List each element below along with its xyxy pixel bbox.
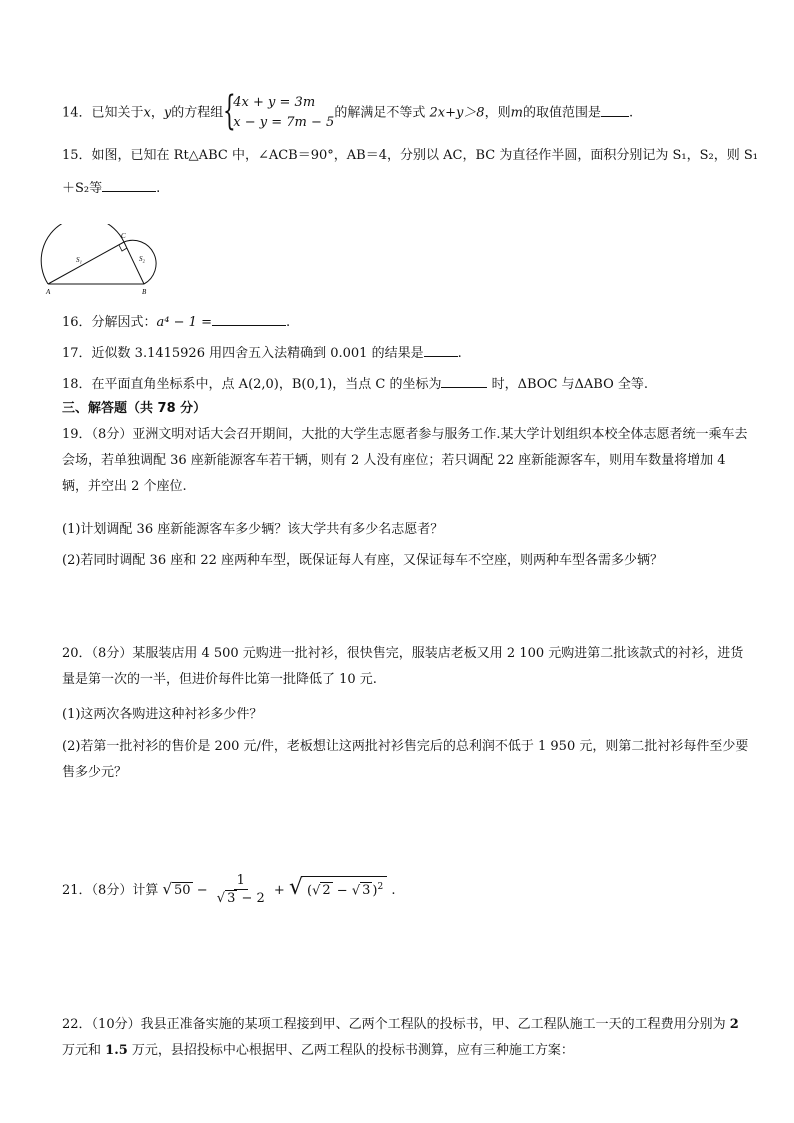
q21-plus: + xyxy=(273,883,285,898)
q21-end: . xyxy=(391,883,396,898)
q14-mid3: ，则 xyxy=(484,105,511,121)
q17-answer-blank[interactable] xyxy=(424,342,458,357)
q20-sub2-text: (2)若第一批衬衫的售价是 200 元/件，老板想让这两批衬衫售完后的总利润不低于 1 950 元，则第二批衬衫每件至少要售多少元？ xyxy=(62,739,749,780)
q18-prefix: 18．在平面直角坐标系中，点 A(2,0)，B(0,1)，当点 C 的坐标为 xyxy=(62,377,442,392)
q19-text: 19．（8分）亚洲文明对话大会召开期间，大批的大学生志愿者参与服务工作.某大学计划组织本校全体志愿者统一乘车去会场，若单独调配 36 座新能源客车若干辆，则有 2 人没有座位；若只调配 22 座新能源客车，则用车数量将增加 4 辆，并空出 2 个座位. xyxy=(62,427,748,494)
q15-line1: 15．如图，已知在 Rt△ABC 中，∠ACB＝90°，AB＝4，分别以 AC，BC 为直径作半圆，面积分别记为 S₁，S₂，则 S₁ xyxy=(62,148,758,163)
q16-expression: a⁴ − 1 = xyxy=(156,315,212,330)
q22-num1: 2 xyxy=(729,1017,739,1032)
q21-exponent: 2 xyxy=(377,881,384,892)
label-c: C xyxy=(121,232,126,240)
q14-answer-blank[interactable] xyxy=(601,102,629,117)
q20-text: 20．（8分）某服装店用 4 500 元购进一批衬衫，很快售完，服装店老板又用 2 100 元购进第二批该款式的衬衫，进货量是第一次的一半，但进价每件比第一批降低了 10 元. xyxy=(62,646,744,687)
q21-den-radicand: 3 xyxy=(227,891,236,906)
question-14 xyxy=(62,88,754,134)
q21-inner-a: 2 xyxy=(322,883,331,898)
q14-suffix: 的取值范围是 xyxy=(522,105,601,121)
q21-den-rest: − 2 xyxy=(241,891,265,906)
semicircle-ac xyxy=(41,224,124,284)
question-18 xyxy=(62,373,754,394)
q14-equation-system xyxy=(223,88,335,134)
q14-var-x: x xyxy=(143,105,151,121)
q18-answer-blank[interactable] xyxy=(441,373,487,388)
q21-fraction xyxy=(214,873,268,908)
q14-inequality: 2x+y＞8 xyxy=(429,105,485,121)
q22-text-a: 22．（10分）我县正准备实施的某项工程接到甲、乙两个工程队的投标书，甲、乙工程队施工一天的工程费用分别为 xyxy=(62,1017,726,1032)
q21-prefix: 21．（8分）计算 xyxy=(62,883,159,898)
question-22 xyxy=(62,1012,754,1064)
q14-mid2: 的解满足不等式 xyxy=(334,105,426,121)
side-ac xyxy=(48,242,124,284)
q17-text: 17．近似数 3.1415926 用四舍五入法精确到 0.001 的结果是 xyxy=(62,346,424,361)
question-19 xyxy=(62,422,754,500)
section-title-text: 三、解答题（共 78 分） xyxy=(62,401,207,416)
question-15-line2 xyxy=(62,177,754,198)
q22-num2: 1.5 xyxy=(105,1043,128,1058)
q14-eq2: x − y = 7m − 5 xyxy=(233,115,335,130)
question-17 xyxy=(62,342,754,363)
q22-text-b: 万元和 xyxy=(62,1043,102,1058)
question-15 xyxy=(62,146,758,165)
label-s2: S₂ xyxy=(139,255,145,263)
q15-end: . xyxy=(156,181,161,196)
q15-figure xyxy=(40,224,170,296)
q21-minus: − xyxy=(196,883,208,898)
q17-end: . xyxy=(457,346,462,361)
q14-prefix: 14．已知关于 xyxy=(62,105,144,121)
q18-suffix: 时，ΔBOC 与ΔABO 全等. xyxy=(491,377,649,392)
q16-end: . xyxy=(285,315,291,330)
q21-outer-radical: (√ 2 − √ 3 )$^2$ xyxy=(303,876,387,901)
q14-var-m: m xyxy=(510,105,523,121)
question-20-sub2 xyxy=(62,734,754,786)
q14-eq1: 4x + y = 3m xyxy=(233,95,316,110)
label-b: B xyxy=(142,288,147,296)
q19-sub2-text: (2)若同时调配 36 座和 22 座两种车型，既保证每人有座，又保证每车不空座，则两种车型各需多少辆？ xyxy=(62,553,664,568)
question-16 xyxy=(62,311,754,332)
q15-line2-prefix: ＋S₂等 xyxy=(62,181,103,196)
question-20 xyxy=(62,641,754,693)
q21-frac-num: 1 xyxy=(234,873,248,890)
q20-sub1-text: (1)这两次各购进这种衬衫多少件？ xyxy=(62,707,263,722)
label-a: A xyxy=(46,288,51,296)
q21-inner-minus: − xyxy=(336,883,348,898)
q14-mid: 的方程组 xyxy=(171,105,224,121)
q14-var-y: y xyxy=(163,105,172,121)
label-s1: S₁ xyxy=(76,256,82,264)
q16-prefix: 16．分解因式： xyxy=(62,315,157,330)
q16-answer-blank[interactable] xyxy=(212,311,286,326)
brace-icon: { xyxy=(223,88,237,134)
q14-end: . xyxy=(628,105,634,121)
q21-sqrt50: 50 xyxy=(174,883,191,898)
q22-text-c: 万元，县招投标中心根据甲、乙两工程队的投标书测算，应有三种施工方案： xyxy=(131,1043,574,1058)
q21-inner-b: 3 xyxy=(362,883,371,898)
question-19-sub1 xyxy=(62,520,754,539)
question-20-sub1 xyxy=(62,705,754,724)
q15-answer-blank[interactable] xyxy=(102,177,156,192)
section-title xyxy=(62,399,754,418)
question-21: 21．（8分）计算 √ 50 − $\frac{1}{√ 3 - 2}$ + √ (√ 2 − √ 3 )$^2$ . xyxy=(62,873,396,906)
question-19-sub2 xyxy=(62,551,754,570)
q21-frac-den: √ 3 − 2 xyxy=(216,891,265,906)
q19-sub1-text: (1)计划调配 36 座新能源客车多少辆？该大学共有多少名志愿者？ xyxy=(62,522,444,537)
q14-comma: ， xyxy=(150,105,164,121)
